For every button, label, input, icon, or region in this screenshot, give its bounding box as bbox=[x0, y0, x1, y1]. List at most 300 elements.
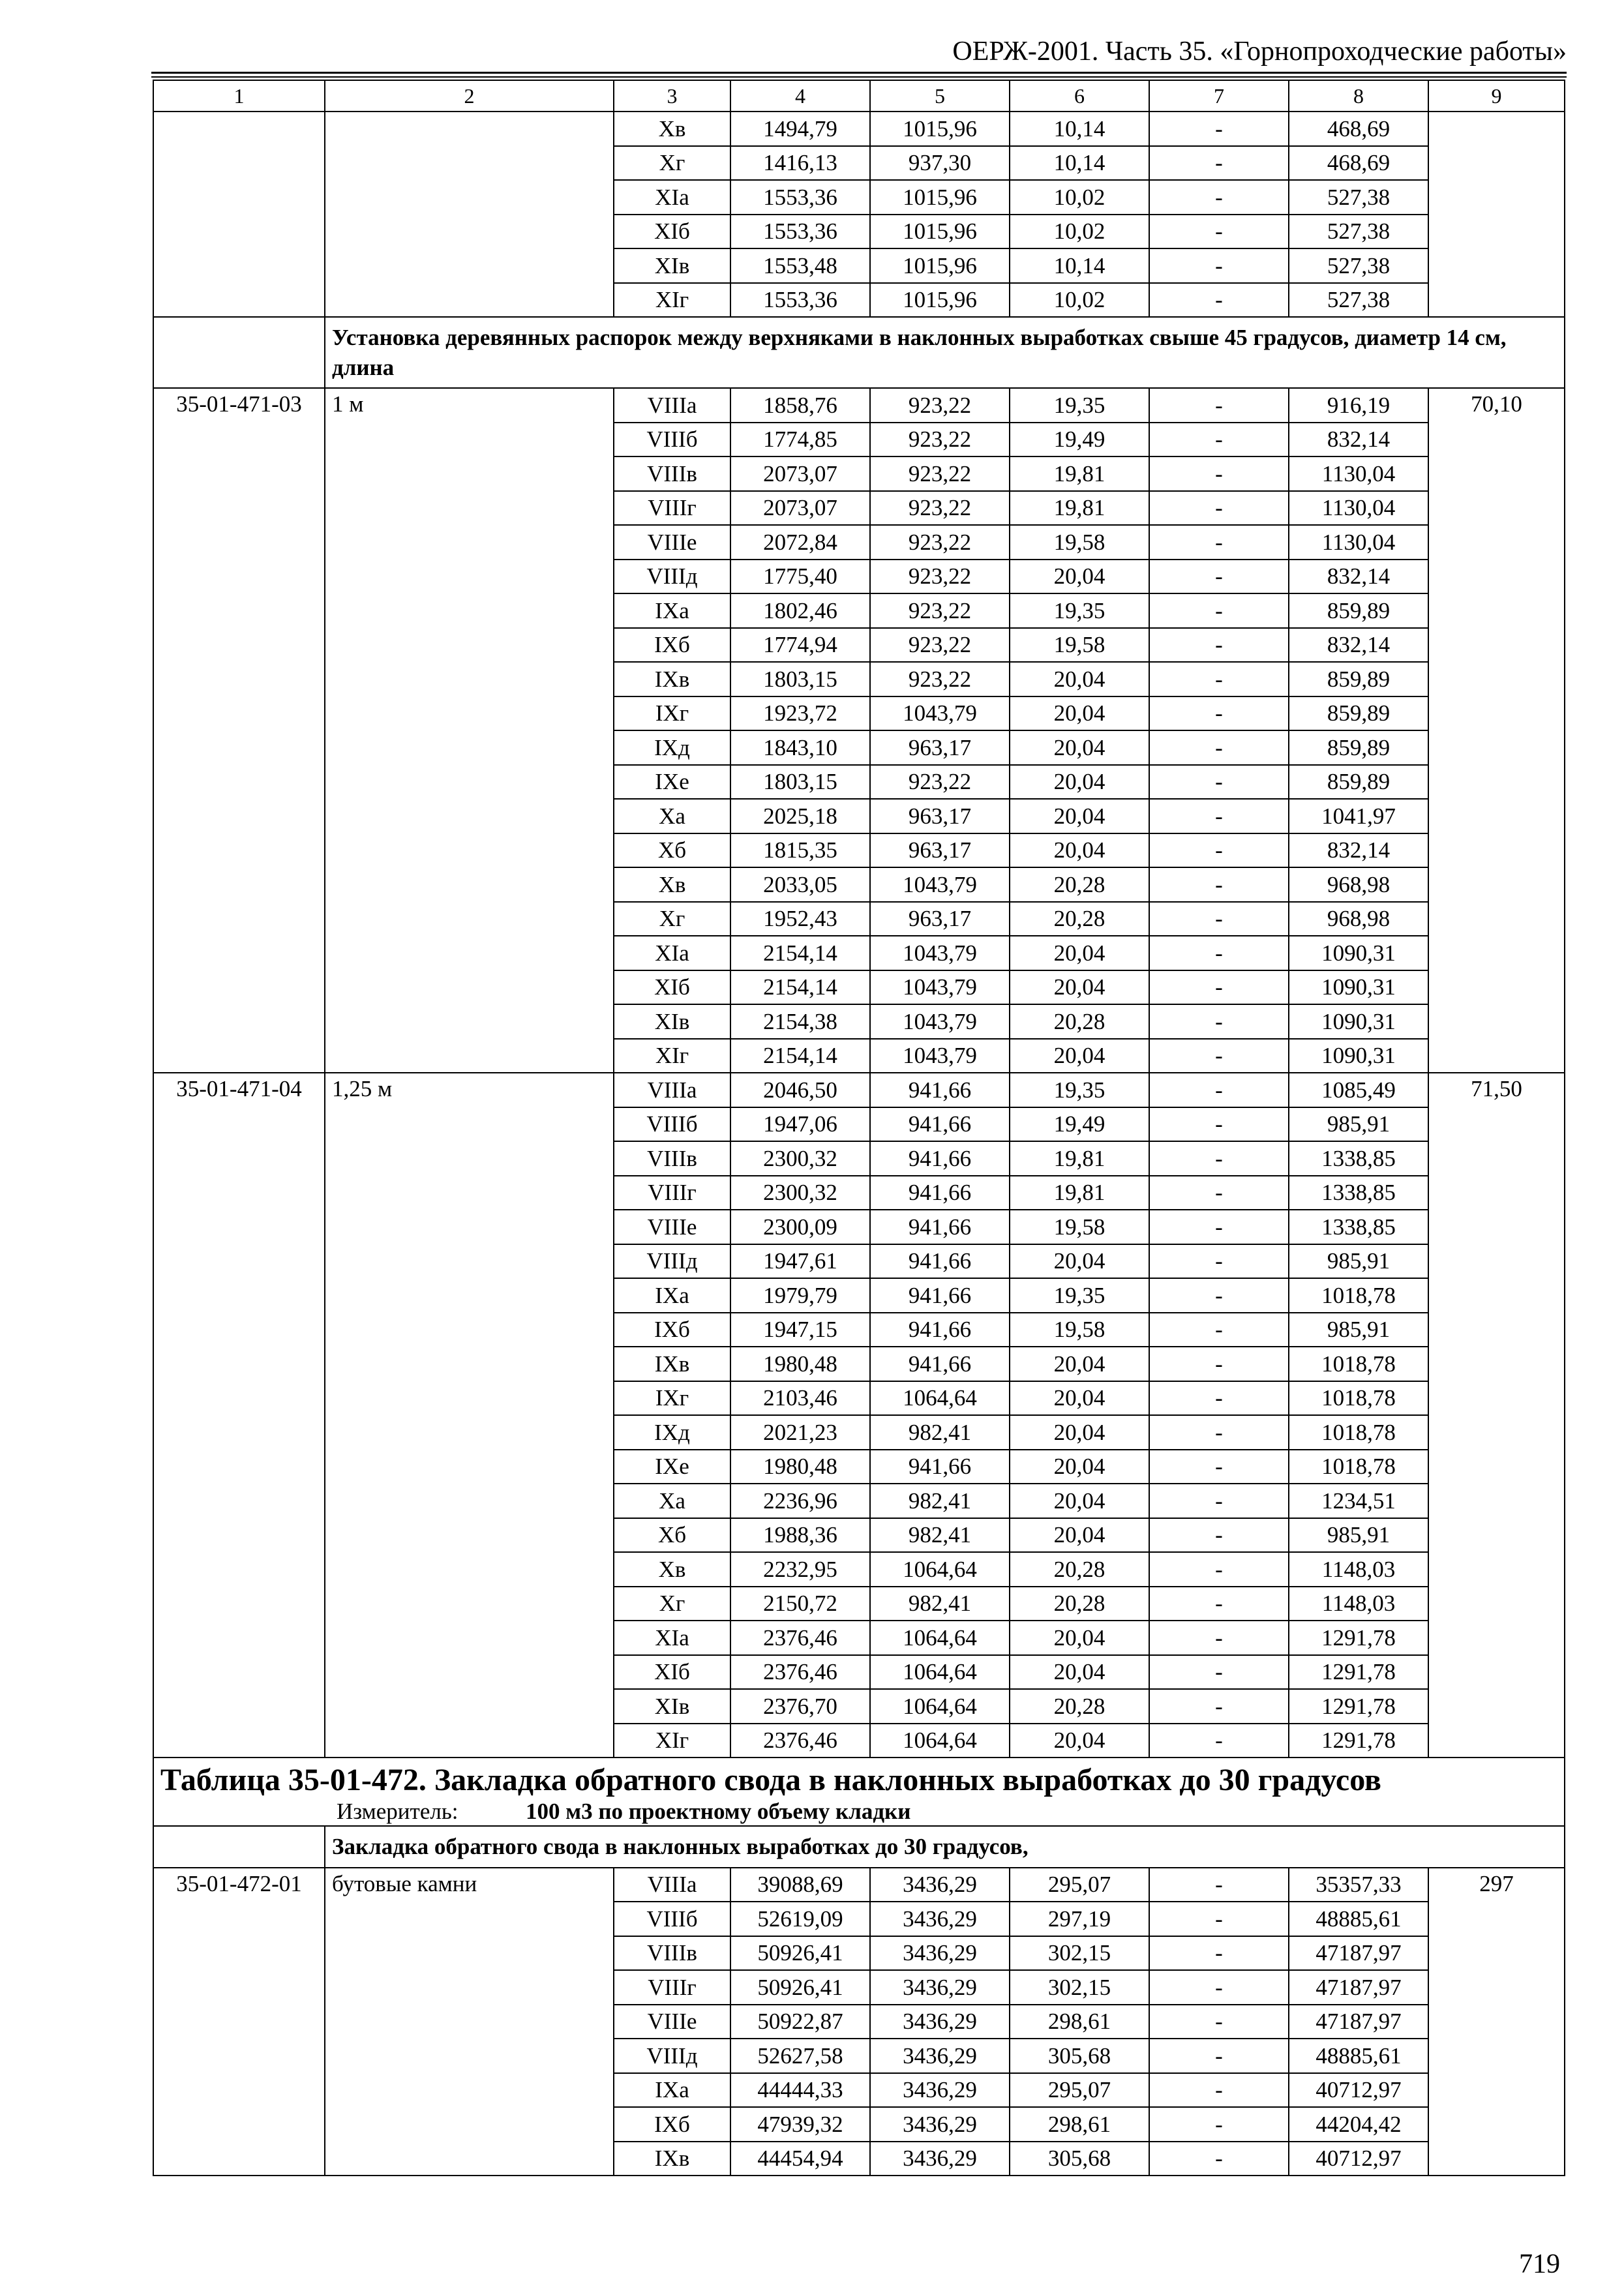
value-cell: 295,07 bbox=[1010, 2073, 1149, 2108]
value-cell: 1947,61 bbox=[730, 1244, 870, 1279]
value-cell: 1952,43 bbox=[730, 902, 870, 936]
value-cell: IХб bbox=[614, 628, 730, 663]
value-cell: 941,66 bbox=[870, 1347, 1010, 1381]
value-cell: 1064,64 bbox=[870, 1552, 1010, 1587]
value-cell: 1090,31 bbox=[1289, 936, 1428, 970]
value-cell: 982,41 bbox=[870, 1415, 1010, 1450]
table-row bbox=[153, 112, 1565, 146]
value-cell: 1338,85 bbox=[1289, 1210, 1428, 1244]
value-cell: 941,66 bbox=[870, 1313, 1010, 1347]
value-cell: - bbox=[1149, 1141, 1289, 1176]
value-cell: 2073,07 bbox=[730, 491, 870, 526]
value-cell: VIIIа bbox=[614, 1868, 730, 1902]
value-cell: VIIIе bbox=[614, 2005, 730, 2039]
value-cell: - bbox=[1149, 1936, 1289, 1971]
value-cell: Хв bbox=[614, 1552, 730, 1587]
value-cell: 1018,78 bbox=[1289, 1415, 1428, 1450]
value-cell: 20,04 bbox=[1010, 936, 1149, 970]
value-cell: 19,58 bbox=[1010, 1210, 1149, 1244]
value-cell: 3436,29 bbox=[870, 2142, 1010, 2176]
value-cell: 20,28 bbox=[1010, 902, 1149, 936]
value-cell: - bbox=[1149, 1107, 1289, 1142]
value-cell: 20,04 bbox=[1010, 1347, 1149, 1381]
value-cell: 923,22 bbox=[870, 628, 1010, 663]
value-cell: 859,89 bbox=[1289, 730, 1428, 765]
value-cell: 982,41 bbox=[870, 1484, 1010, 1518]
value-cell: ХIв bbox=[614, 1689, 730, 1724]
value-cell: 2232,95 bbox=[730, 1552, 870, 1587]
measure-line bbox=[160, 1796, 1557, 1825]
value-cell: 20,04 bbox=[1010, 1518, 1149, 1553]
value-cell: 44204,42 bbox=[1289, 2107, 1428, 2142]
value-cell: 941,66 bbox=[870, 1244, 1010, 1279]
value-cell: 2046,50 bbox=[730, 1073, 870, 1107]
value-cell: 1064,64 bbox=[870, 1724, 1010, 1758]
value-cell: 1064,64 bbox=[870, 1655, 1010, 1690]
value-cell: 923,22 bbox=[870, 765, 1010, 800]
value-cell: - bbox=[1149, 1415, 1289, 1450]
value-cell: VIIIд bbox=[614, 1244, 730, 1279]
value-cell: 527,38 bbox=[1289, 215, 1428, 249]
value-cell: 1018,78 bbox=[1289, 1347, 1428, 1381]
value-cell: 1090,31 bbox=[1289, 1004, 1428, 1039]
column-number-cell: 3 bbox=[614, 80, 730, 112]
value-cell: 941,66 bbox=[870, 1450, 1010, 1484]
value-cell: 10,14 bbox=[1010, 112, 1149, 146]
value-cell: 19,81 bbox=[1010, 1176, 1149, 1210]
section-heading-spacer bbox=[153, 317, 325, 388]
value-cell: - bbox=[1149, 1073, 1289, 1107]
value-cell: 2300,09 bbox=[730, 1210, 870, 1244]
value-cell: 20,04 bbox=[1010, 662, 1149, 696]
header-rule-thin bbox=[151, 76, 1567, 78]
value-cell: 1338,85 bbox=[1289, 1141, 1428, 1176]
value-cell: - bbox=[1149, 970, 1289, 1005]
value-cell: 2300,32 bbox=[730, 1141, 870, 1176]
value-cell: 52627,58 bbox=[730, 2039, 870, 2073]
value-cell: - bbox=[1149, 1244, 1289, 1279]
section-heading: Установка деревянных распорок между верхняками в наклонных выработках свыше 45 градусов, диаметр 14 см, длина bbox=[325, 317, 1565, 388]
rate-code: 35-01-471-04 bbox=[153, 1073, 325, 1758]
value-cell: VIIIг bbox=[614, 1176, 730, 1210]
value-cell: ХIа bbox=[614, 180, 730, 215]
value-cell: - bbox=[1149, 2142, 1289, 2176]
rate-col9-value: 71,50 bbox=[1428, 1073, 1565, 1758]
value-cell: 47187,97 bbox=[1289, 1970, 1428, 2005]
value-cell: 2376,46 bbox=[730, 1655, 870, 1690]
value-cell: VIIIв bbox=[614, 456, 730, 491]
value-cell: ХIб bbox=[614, 1655, 730, 1690]
value-cell: 968,98 bbox=[1289, 867, 1428, 902]
value-cell: 963,17 bbox=[870, 799, 1010, 833]
value-cell: 19,35 bbox=[1010, 593, 1149, 628]
value-cell: VIIIд bbox=[614, 2039, 730, 2073]
value-cell: Хг bbox=[614, 1587, 730, 1621]
value-cell: 2150,72 bbox=[730, 1587, 870, 1621]
value-cell: 941,66 bbox=[870, 1107, 1010, 1142]
value-cell: - bbox=[1149, 560, 1289, 594]
value-cell: 2300,32 bbox=[730, 1176, 870, 1210]
column-number-cell: 8 bbox=[1289, 80, 1428, 112]
value-cell: 1090,31 bbox=[1289, 1039, 1428, 1073]
value-cell: 859,89 bbox=[1289, 765, 1428, 800]
value-cell: 941,66 bbox=[870, 1176, 1010, 1210]
value-cell: IХа bbox=[614, 1278, 730, 1313]
value-cell: IХа bbox=[614, 2073, 730, 2108]
value-cell: IХв bbox=[614, 1347, 730, 1381]
value-cell: 19,81 bbox=[1010, 456, 1149, 491]
value-cell: ХIв bbox=[614, 248, 730, 283]
value-cell: 50926,41 bbox=[730, 1936, 870, 1971]
value-cell: 923,22 bbox=[870, 456, 1010, 491]
value-cell: 2376,70 bbox=[730, 1689, 870, 1724]
value-cell: 40712,97 bbox=[1289, 2073, 1428, 2108]
column-number-cell: 5 bbox=[870, 80, 1010, 112]
value-cell: 20,04 bbox=[1010, 1415, 1149, 1450]
value-cell: 47187,97 bbox=[1289, 1936, 1428, 1971]
value-cell: 941,66 bbox=[870, 1278, 1010, 1313]
value-cell: 20,04 bbox=[1010, 1244, 1149, 1279]
value-cell: 20,04 bbox=[1010, 1621, 1149, 1655]
value-cell: ХIг bbox=[614, 1724, 730, 1758]
value-cell: VIIIд bbox=[614, 560, 730, 594]
value-cell: - bbox=[1149, 1210, 1289, 1244]
value-cell: 47187,97 bbox=[1289, 2005, 1428, 2039]
value-cell: VIIIе bbox=[614, 525, 730, 560]
value-cell: 3436,29 bbox=[870, 2005, 1010, 2039]
section-heading: Закладка обратного свода в наклонных выработках до 30 градусов, bbox=[325, 1826, 1565, 1868]
value-cell: 1291,78 bbox=[1289, 1689, 1428, 1724]
value-cell: - bbox=[1149, 867, 1289, 902]
value-cell: - bbox=[1149, 248, 1289, 283]
value-cell: 1015,96 bbox=[870, 248, 1010, 283]
value-cell: 832,14 bbox=[1289, 423, 1428, 457]
value-cell: - bbox=[1149, 283, 1289, 318]
value-cell: Хг bbox=[614, 902, 730, 936]
value-cell: 1090,31 bbox=[1289, 970, 1428, 1005]
value-cell: IХд bbox=[614, 1415, 730, 1450]
value-cell: 20,28 bbox=[1010, 1689, 1149, 1724]
value-cell: VIIIб bbox=[614, 1107, 730, 1142]
value-cell: - bbox=[1149, 662, 1289, 696]
value-cell: 20,04 bbox=[1010, 1655, 1149, 1690]
value-cell: 1043,79 bbox=[870, 696, 1010, 731]
column-number-cell: 4 bbox=[730, 80, 870, 112]
rates-table-container bbox=[153, 80, 1564, 2176]
table-title: Таблица 35-01-472. Закладка обратного свода в наклонных выработках до 30 градусов bbox=[160, 1763, 1381, 1797]
value-cell: 985,91 bbox=[1289, 1313, 1428, 1347]
value-cell: 19,35 bbox=[1010, 1278, 1149, 1313]
value-cell: 2033,05 bbox=[730, 867, 870, 902]
value-cell: 19,58 bbox=[1010, 1313, 1149, 1347]
value-cell: 305,68 bbox=[1010, 2039, 1149, 2073]
value-cell: - bbox=[1149, 215, 1289, 249]
section-heading-row bbox=[153, 1826, 1565, 1868]
value-cell: 923,22 bbox=[870, 423, 1010, 457]
value-cell: 50922,87 bbox=[730, 2005, 870, 2039]
value-cell: 1947,15 bbox=[730, 1313, 870, 1347]
value-cell: VIIIа bbox=[614, 388, 730, 423]
value-cell: 35357,33 bbox=[1289, 1868, 1428, 1902]
value-cell: - bbox=[1149, 2073, 1289, 2108]
value-cell: - bbox=[1149, 388, 1289, 423]
value-cell: 985,91 bbox=[1289, 1518, 1428, 1553]
value-cell: IХг bbox=[614, 1381, 730, 1416]
value-cell: Ха bbox=[614, 799, 730, 833]
value-cell: 302,15 bbox=[1010, 1936, 1149, 1971]
value-cell: VIIIа bbox=[614, 1073, 730, 1107]
value-cell: - bbox=[1149, 799, 1289, 833]
value-cell: 1043,79 bbox=[870, 867, 1010, 902]
value-cell: 2021,23 bbox=[730, 1415, 870, 1450]
value-cell: 1018,78 bbox=[1289, 1381, 1428, 1416]
value-cell: 20,04 bbox=[1010, 833, 1149, 868]
value-cell: 298,61 bbox=[1010, 2107, 1149, 2142]
value-cell: - bbox=[1149, 1518, 1289, 1553]
value-cell: 985,91 bbox=[1289, 1244, 1428, 1279]
value-cell: - bbox=[1149, 1689, 1289, 1724]
value-cell: 468,69 bbox=[1289, 112, 1428, 146]
value-cell: 298,61 bbox=[1010, 2005, 1149, 2039]
value-cell: - bbox=[1149, 1450, 1289, 1484]
value-cell: 832,14 bbox=[1289, 628, 1428, 663]
value-cell: 19,49 bbox=[1010, 423, 1149, 457]
value-cell: - bbox=[1149, 1039, 1289, 1073]
value-cell: 44454,94 bbox=[730, 2142, 870, 2176]
rate-code: 35-01-471-03 bbox=[153, 388, 325, 1073]
value-cell: 1130,04 bbox=[1289, 525, 1428, 560]
column-number-cell: 6 bbox=[1010, 80, 1149, 112]
value-cell: Ха bbox=[614, 1484, 730, 1518]
value-cell: 1803,15 bbox=[730, 662, 870, 696]
value-cell: Хв bbox=[614, 867, 730, 902]
value-cell: 20,28 bbox=[1010, 867, 1149, 902]
value-cell: IХг bbox=[614, 696, 730, 731]
value-cell: 1148,03 bbox=[1289, 1587, 1428, 1621]
value-cell: IХе bbox=[614, 765, 730, 800]
value-cell: VIIIв bbox=[614, 1141, 730, 1176]
value-cell: IХб bbox=[614, 1313, 730, 1347]
value-cell: 968,98 bbox=[1289, 902, 1428, 936]
value-cell: 20,04 bbox=[1010, 1381, 1149, 1416]
table-title-row bbox=[153, 1758, 1565, 1826]
value-cell: 1291,78 bbox=[1289, 1621, 1428, 1655]
value-cell: ХIб bbox=[614, 215, 730, 249]
value-cell: - bbox=[1149, 902, 1289, 936]
value-cell: 20,04 bbox=[1010, 799, 1149, 833]
value-cell: 1085,49 bbox=[1289, 1073, 1428, 1107]
value-cell: 941,66 bbox=[870, 1210, 1010, 1244]
code-cell-empty bbox=[153, 112, 325, 317]
value-cell: 1774,94 bbox=[730, 628, 870, 663]
value-cell: VIIIе bbox=[614, 1210, 730, 1244]
value-cell: - bbox=[1149, 936, 1289, 970]
value-cell: - bbox=[1149, 593, 1289, 628]
value-cell: ХIг bbox=[614, 1039, 730, 1073]
value-cell: 1980,48 bbox=[730, 1347, 870, 1381]
value-cell: 1980,48 bbox=[730, 1450, 870, 1484]
value-cell: 1774,85 bbox=[730, 423, 870, 457]
value-cell: - bbox=[1149, 2107, 1289, 2142]
value-cell: 1018,78 bbox=[1289, 1278, 1428, 1313]
value-cell: VIIIб bbox=[614, 1902, 730, 1936]
value-cell: 1553,36 bbox=[730, 283, 870, 318]
rate-col9-value: 297 bbox=[1428, 1868, 1565, 2176]
running-header: ОЕРЖ-2001. Часть 35. «Горнопроходческие работы» bbox=[952, 37, 1567, 67]
value-cell: 468,69 bbox=[1289, 146, 1428, 181]
value-cell: - bbox=[1149, 456, 1289, 491]
rate-code: 35-01-472-01 bbox=[153, 1868, 325, 2176]
value-cell: 1148,03 bbox=[1289, 1552, 1428, 1587]
value-cell: 1416,13 bbox=[730, 146, 870, 181]
value-cell: 982,41 bbox=[870, 1587, 1010, 1621]
value-cell: 20,28 bbox=[1010, 1004, 1149, 1039]
value-cell: 2154,14 bbox=[730, 936, 870, 970]
value-cell: - bbox=[1149, 1655, 1289, 1690]
section-heading-row bbox=[153, 317, 1565, 388]
value-cell: IХб bbox=[614, 2107, 730, 2142]
value-cell: 1043,79 bbox=[870, 936, 1010, 970]
table-row bbox=[153, 1868, 1565, 1902]
value-cell: 2376,46 bbox=[730, 1621, 870, 1655]
column-number-cell: 7 bbox=[1149, 80, 1289, 112]
value-cell: 941,66 bbox=[870, 1141, 1010, 1176]
name-cell-empty bbox=[325, 112, 614, 317]
rate-name: бутовые камни bbox=[325, 1868, 614, 2176]
column-number-cell: 2 bbox=[325, 80, 614, 112]
value-cell: Хб bbox=[614, 1518, 730, 1553]
value-cell: 20,04 bbox=[1010, 696, 1149, 731]
value-cell: 1947,06 bbox=[730, 1107, 870, 1142]
value-cell: - bbox=[1149, 525, 1289, 560]
value-cell: 2154,14 bbox=[730, 1039, 870, 1073]
value-cell: 982,41 bbox=[870, 1518, 1010, 1553]
value-cell: VIIIб bbox=[614, 423, 730, 457]
value-cell: 1858,76 bbox=[730, 388, 870, 423]
value-cell: 859,89 bbox=[1289, 593, 1428, 628]
rates-table bbox=[153, 80, 1565, 2176]
value-cell: - bbox=[1149, 180, 1289, 215]
value-cell: 923,22 bbox=[870, 491, 1010, 526]
value-cell: 1043,79 bbox=[870, 1039, 1010, 1073]
value-cell: 1291,78 bbox=[1289, 1655, 1428, 1690]
value-cell: 916,19 bbox=[1289, 388, 1428, 423]
value-cell: 1815,35 bbox=[730, 833, 870, 868]
value-cell: - bbox=[1149, 423, 1289, 457]
value-cell: 1802,46 bbox=[730, 593, 870, 628]
value-cell: 10,14 bbox=[1010, 146, 1149, 181]
value-cell: 48885,61 bbox=[1289, 2039, 1428, 2073]
value-cell: ХIб bbox=[614, 970, 730, 1005]
value-cell: 1988,36 bbox=[730, 1518, 870, 1553]
value-cell: 1553,36 bbox=[730, 180, 870, 215]
value-cell: 305,68 bbox=[1010, 2142, 1149, 2176]
value-cell: 1494,79 bbox=[730, 112, 870, 146]
value-cell: 527,38 bbox=[1289, 283, 1428, 318]
value-cell: ХIв bbox=[614, 1004, 730, 1039]
value-cell: 923,22 bbox=[870, 560, 1010, 594]
value-cell: - bbox=[1149, 1347, 1289, 1381]
value-cell: 20,04 bbox=[1010, 1484, 1149, 1518]
value-cell: 985,91 bbox=[1289, 1107, 1428, 1142]
value-cell: VIIIг bbox=[614, 491, 730, 526]
value-cell: - bbox=[1149, 1970, 1289, 2005]
value-cell: 1803,15 bbox=[730, 765, 870, 800]
table-title-cell bbox=[153, 1758, 1565, 1826]
value-cell: 19,49 bbox=[1010, 1107, 1149, 1142]
value-cell: 44444,33 bbox=[730, 2073, 870, 2108]
value-cell: 20,28 bbox=[1010, 1552, 1149, 1587]
value-cell: ХIа bbox=[614, 1621, 730, 1655]
column-number-row bbox=[153, 80, 1565, 112]
value-cell: 3436,29 bbox=[870, 1970, 1010, 2005]
value-cell: 923,22 bbox=[870, 593, 1010, 628]
value-cell: 2072,84 bbox=[730, 525, 870, 560]
value-cell: - bbox=[1149, 765, 1289, 800]
value-cell: 832,14 bbox=[1289, 833, 1428, 868]
value-cell: 20,04 bbox=[1010, 1724, 1149, 1758]
value-cell: Хв bbox=[614, 112, 730, 146]
value-cell: - bbox=[1149, 1621, 1289, 1655]
value-cell: - bbox=[1149, 696, 1289, 731]
value-cell: 1041,97 bbox=[1289, 799, 1428, 833]
value-cell: 20,04 bbox=[1010, 730, 1149, 765]
value-cell: 1018,78 bbox=[1289, 1450, 1428, 1484]
value-cell: 10,02 bbox=[1010, 180, 1149, 215]
value-cell: 1553,36 bbox=[730, 215, 870, 249]
value-cell: 2025,18 bbox=[730, 799, 870, 833]
value-cell: 1130,04 bbox=[1289, 456, 1428, 491]
col9-cell-empty bbox=[1428, 112, 1565, 317]
value-cell: 859,89 bbox=[1289, 696, 1428, 731]
value-cell: - bbox=[1149, 1552, 1289, 1587]
rate-name: 1,25 м bbox=[325, 1073, 614, 1758]
value-cell: 47939,32 bbox=[730, 2107, 870, 2142]
value-cell: 20,04 bbox=[1010, 765, 1149, 800]
value-cell: 20,04 bbox=[1010, 970, 1149, 1005]
value-cell: 2236,96 bbox=[730, 1484, 870, 1518]
value-cell: - bbox=[1149, 1176, 1289, 1210]
value-cell: 963,17 bbox=[870, 902, 1010, 936]
value-cell: - bbox=[1149, 1587, 1289, 1621]
value-cell: 10,02 bbox=[1010, 215, 1149, 249]
value-cell: IХе bbox=[614, 1450, 730, 1484]
value-cell: 923,22 bbox=[870, 525, 1010, 560]
value-cell: 20,04 bbox=[1010, 560, 1149, 594]
value-cell: 1923,72 bbox=[730, 696, 870, 731]
value-cell: 1291,78 bbox=[1289, 1724, 1428, 1758]
value-cell: 2376,46 bbox=[730, 1724, 870, 1758]
value-cell: 295,07 bbox=[1010, 1868, 1149, 1902]
value-cell: - bbox=[1149, 146, 1289, 181]
value-cell: 3436,29 bbox=[870, 1868, 1010, 1902]
value-cell: 3436,29 bbox=[870, 2039, 1010, 2073]
value-cell: 1015,96 bbox=[870, 180, 1010, 215]
value-cell: 10,14 bbox=[1010, 248, 1149, 283]
measure-label: Измеритель: bbox=[337, 1799, 459, 1824]
value-cell: 1064,64 bbox=[870, 1689, 1010, 1724]
column-number-cell: 9 bbox=[1428, 80, 1565, 112]
value-cell: - bbox=[1149, 2039, 1289, 2073]
value-cell: 19,81 bbox=[1010, 1141, 1149, 1176]
value-cell: 19,58 bbox=[1010, 628, 1149, 663]
header-rule-thick bbox=[151, 72, 1567, 74]
value-cell: 2073,07 bbox=[730, 456, 870, 491]
section-heading-spacer bbox=[153, 1826, 325, 1868]
value-cell: 1015,96 bbox=[870, 283, 1010, 318]
value-cell: 48885,61 bbox=[1289, 1902, 1428, 1936]
value-cell: 832,14 bbox=[1289, 560, 1428, 594]
